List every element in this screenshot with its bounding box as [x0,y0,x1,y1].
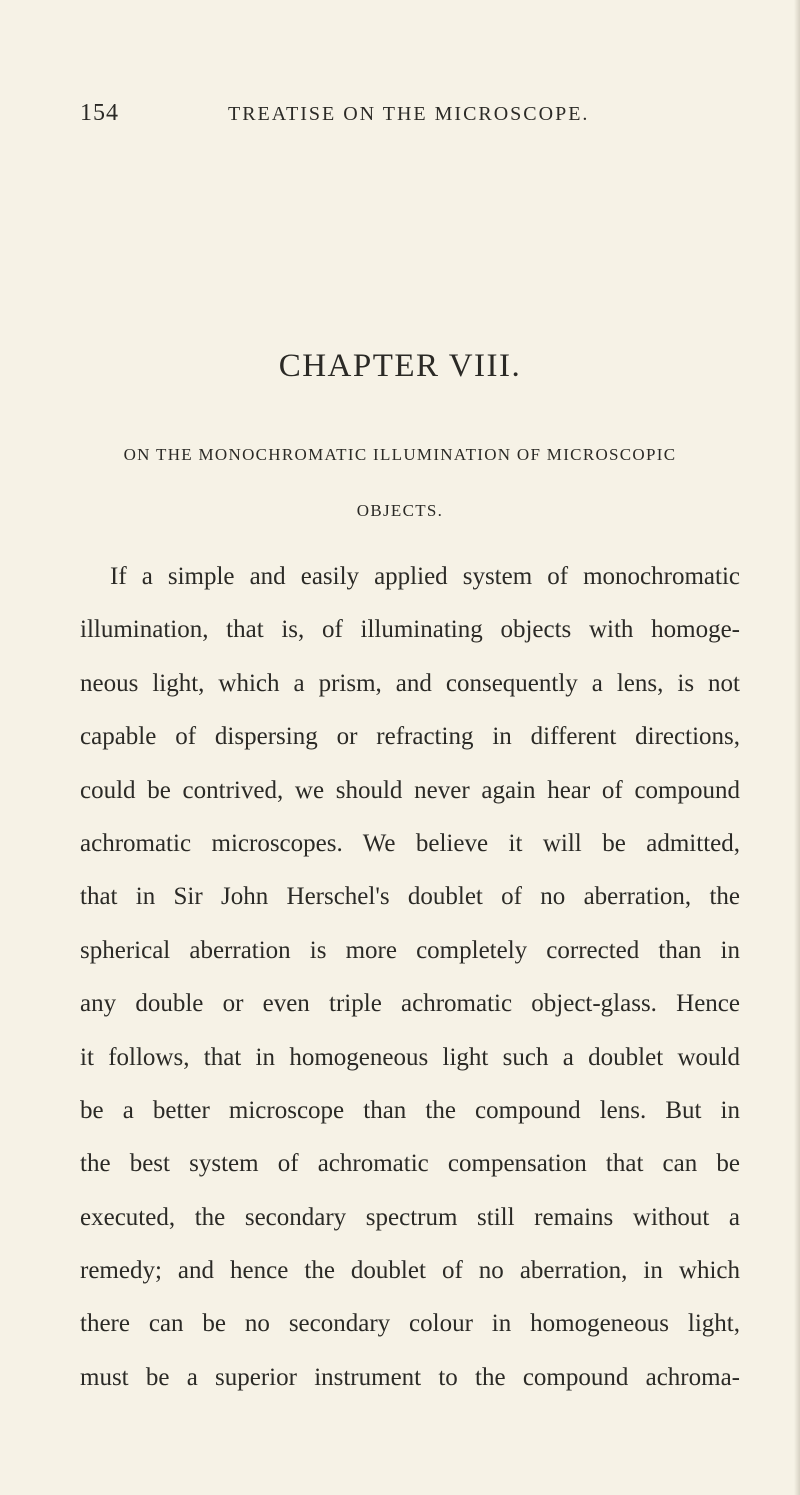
text-line: capable of dispersing or refracting in different directions, [80,723,740,751]
text-line: must be a superior instrument to the compound achroma- [80,1363,740,1391]
running-header [80,100,740,132]
text-line: any double or even triple achromatic object-glass. Hence [80,990,740,1018]
text-line: be a better microscope than the compound lens. But in [80,1096,740,1124]
text-line: spherical aberration is more completely corrected than in [80,936,740,964]
text-line: achromatic microscopes. We believe it will be admitted, [80,829,740,857]
text-line: executed, the secondary spectrum still remains without a [80,1203,740,1231]
text-line: there can be no secondary colour in homogeneous light, [80,1310,740,1338]
text-line: could be contrived, we should never again hear of compound [80,776,740,804]
running-title: TREATISE ON THE MICROSCOPE. [228,103,590,125]
chapter-subtitle-line-2: OBJECTS. [356,501,444,520]
text-line: remedy; and hence the doublet of no aberration, in which [80,1257,740,1285]
text-line: illumination, that is, of illuminating objects with homoge- [80,616,740,644]
chapter-subtitle [60,427,740,539]
text-line: that in Sir John Herschel's doublet of no aberration, the [80,883,740,911]
text-line: it follows, that in homogeneous light such a doublet would [80,1043,740,1071]
text-line: the best system of achromatic compensation that can be [80,1150,740,1178]
text-line: If a simple and easily applied system of monochromatic [110,563,740,590]
page-edge-shadow [794,0,800,1495]
body-paragraph [80,550,740,1404]
page-number: 154 [80,100,119,126]
text-line: neous light, which a prism, and consequently a lens, is not [80,669,740,697]
chapter-subtitle-line-1: ON THE MONOCHROMATIC ILLUMINATION OF MICROSCOPIC [123,445,677,464]
chapter-title: CHAPTER VIII. [278,348,522,384]
